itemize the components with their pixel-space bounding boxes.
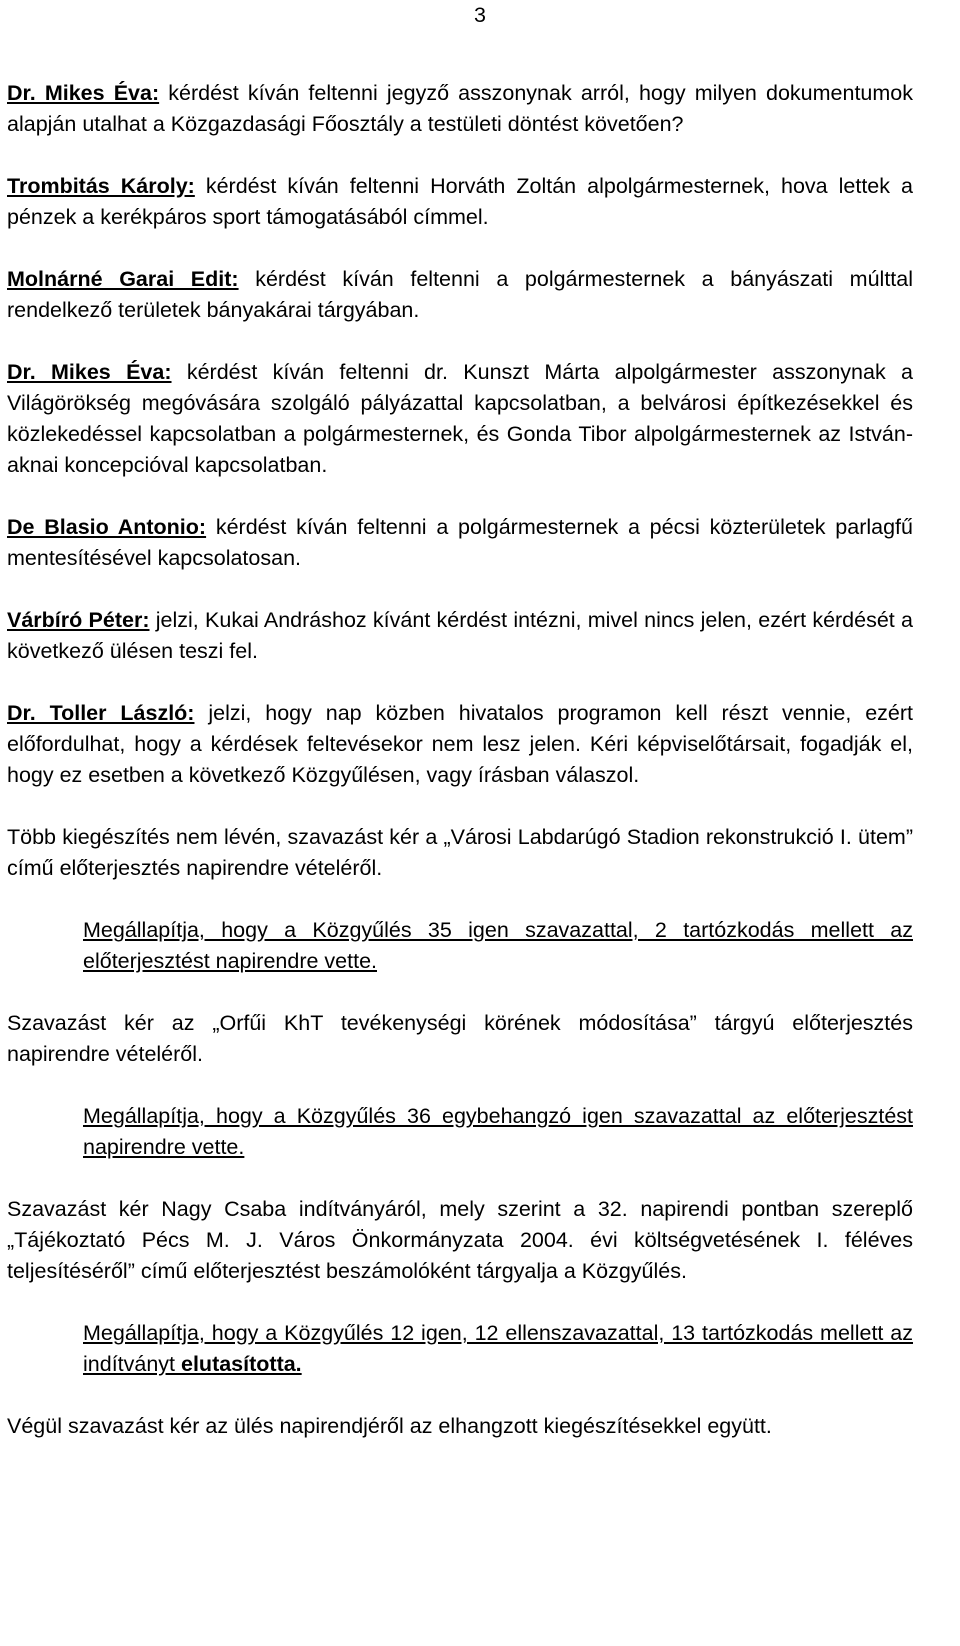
speaker-paragraph <box>7 698 913 791</box>
vote-request: Szavazást kér az „Orfűi KhT tevékenységi körének módosítása” tárgyú előterjesztés napirendre vételéről. <box>7 1011 913 1066</box>
speaker-name: Dr. Toller László: <box>7 701 195 725</box>
paragraph-text: kérdést kíván feltenni Horváth Zoltán alpolgármesternek, hova lettek a pénzek a kerékpáros sport támogatásából címmel. <box>7 174 913 229</box>
vote-result-emphasis: elutasította. <box>181 1352 302 1376</box>
paragraph-text: jelzi, Kukai Andráshoz kívánt kérdést intézni, mivel nincs jelen, ezért kérdését a következő ülésen teszi fel. <box>7 608 913 663</box>
paragraph-text: kérdést kíván feltenni a polgármesternek a bányászati múlttal rendelkező területek bányakárai tárgyában. <box>7 267 913 322</box>
document-body <box>7 78 913 1473</box>
speaker-name: Dr. Mikes Éva: <box>7 81 160 105</box>
speaker-name: Molnárné Garai Edit: <box>7 267 239 291</box>
speaker-paragraph <box>7 264 913 326</box>
vote-request: Több kiegészítés nem lévén, szavazást kér a „Városi Labdarúgó Stadion rekonstrukció I. ütem” című előterjesztés napirendre vételéről. <box>7 825 913 880</box>
vote-result-text: Megállapítja, hogy a Közgyűlés 12 igen, 12 ellenszavazattal, 13 tartózkodás mellett az indítványt <box>83 1321 913 1376</box>
paragraph-text: kérdést kíván feltenni jegyző asszonynak arról, hogy milyen dokumentumok alapján utalhat a Közgazdasági Főosztály a testületi döntést követően? <box>7 81 913 136</box>
speaker-paragraph <box>7 171 913 233</box>
paragraph-text: kérdést kíván feltenni dr. Kunszt Márta alpolgármester asszonynak a Világörökség megóvására szolgáló pályázattal kapcsolatban, a belvárosi építkezésekkel és közlekedéssel kapcsolatban a polgármesternek, és Gonda Tibor alpolgármesternek az István-aknai koncepcióval kapcsolatban. <box>7 360 913 477</box>
page-number: 3 <box>474 3 486 27</box>
paragraph-text: kérdést kíván feltenni a polgármesternek a pécsi közterületek parlagfű mentesítésével kapcsolatosan. <box>7 515 913 570</box>
closing-paragraph: Végül szavazást kér az ülés napirendjéről az elhangzott kiegészítésekkel együtt. <box>7 1414 772 1438</box>
speaker-paragraph <box>7 605 913 667</box>
vote-result: Megállapítja, hogy a Közgyűlés 36 egybehangzó igen szavazattal az előterjesztést napirendre vette. <box>83 1104 913 1159</box>
vote-request: Szavazást kér Nagy Csaba indítványáról, mely szerint a 32. napirendi pontban szereplő „Tájékoztató Pécs M. J. Város Önkormányzata 2004. évi költségvetésének I. féléves teljesítéséről” című előterjesztést beszámolóként tárgyalja a Közgyűlés. <box>7 1197 913 1283</box>
speaker-name: Trombitás Károly: <box>7 174 195 198</box>
speaker-name: Várbíró Péter: <box>7 608 150 632</box>
paragraph-text: jelzi, hogy nap közben hivatalos programon kell részt vennie, ezért előfordulhat, hogy a kérdések feltevésekor nem lesz jelen. Kéri képviselőtársait, fogadják el, hogy ez esetben a következő Közgyűlésen, vagy írásban válaszol. <box>7 701 913 787</box>
speaker-paragraph <box>7 78 913 140</box>
vote-result: Megállapítja, hogy a Közgyűlés 35 igen szavazattal, 2 tartózkodás mellett az előterjesztést napirendre vette. <box>83 918 913 973</box>
speaker-name: Dr. Mikes Éva: <box>7 360 172 384</box>
speaker-name: De Blasio Antonio: <box>7 515 207 539</box>
vote-result <box>83 1318 913 1380</box>
speaker-paragraph <box>7 512 913 574</box>
speaker-paragraph <box>7 357 913 481</box>
